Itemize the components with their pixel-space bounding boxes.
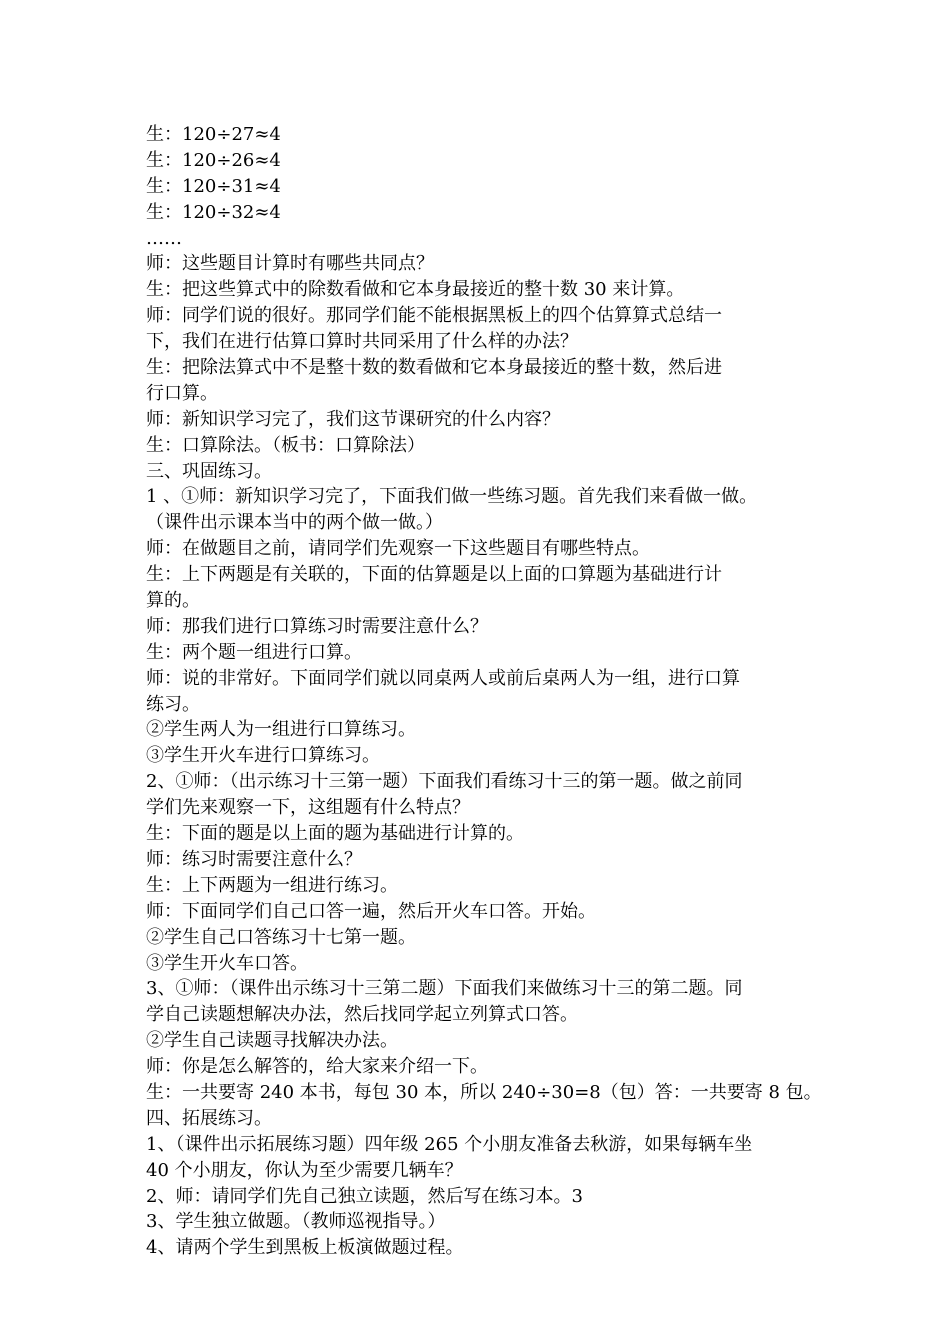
text-line: …… bbox=[146, 227, 182, 249]
text-line: 算的。 bbox=[146, 590, 200, 612]
text-line: 生：口算除法。（板书：口算除法） bbox=[146, 434, 425, 456]
text-line: 3、学生独立做题。（教师巡视指导。） bbox=[146, 1211, 446, 1233]
text-line: 生：120÷26≈4 bbox=[146, 149, 281, 171]
text-line: 生：下面的题是以上面的题为基础进行计算的。 bbox=[146, 823, 524, 845]
text-line: 生：120÷31≈4 bbox=[146, 175, 281, 197]
text-line: 师：新知识学习完了，我们这节课研究的什么内容？ bbox=[146, 408, 560, 430]
text-line: 下，我们在进行估算口算时共同采用了什么样的办法？ bbox=[146, 331, 578, 353]
text-line: 师：下面同学们自己口答一遍，然后开火车口答。开始。 bbox=[146, 900, 596, 922]
text-line: ③学生开火车口答。 bbox=[146, 952, 308, 974]
text-line: 生：一共要寄 240 本书，每包 30 本，所以 240÷30=8（包）答：一共要寄 8 包。 bbox=[146, 1081, 822, 1103]
text-line: 师：那我们进行口算练习时需要注意什么？ bbox=[146, 615, 488, 637]
text-line: ②学生自己读题寻找解决办法。 bbox=[146, 1030, 398, 1052]
text-line: 40 个小朋友，你认为至少需要几辆车？ bbox=[146, 1159, 463, 1181]
text-line: 生：把除法算式中不是整十数的数看做和它本身最接近的整十数，然后进 bbox=[146, 357, 722, 379]
text-line: 2、①师：（出示练习十三第一题）下面我们看练习十三的第一题。做之前同 bbox=[146, 771, 743, 793]
text-line: 1 、①师：新知识学习完了，下面我们做一些练习题。首先我们来看做一做。 bbox=[146, 486, 758, 508]
text-line: 练习。 bbox=[146, 693, 200, 715]
text-line: 1、（课件出示拓展练习题）四年级 265 个小朋友准备去秋游，如果每辆车坐 bbox=[146, 1133, 753, 1155]
text-line: 学自己读题想解决办法，然后找同学起立列算式口答。 bbox=[146, 1004, 578, 1026]
text-line: 三、巩固练习。 bbox=[146, 460, 272, 482]
text-line: 生：上下两题是有关联的，下面的估算题是以上面的口算题为基础进行计 bbox=[146, 564, 722, 586]
text-line: 学们先来观察一下，这组题有什么特点？ bbox=[146, 797, 470, 819]
text-line: 生：120÷27≈4 bbox=[146, 124, 281, 145]
text-line: 师：你是怎么解答的，给大家来介绍一下。 bbox=[146, 1056, 488, 1078]
text-line: 师：练习时需要注意什么？ bbox=[146, 848, 362, 870]
text-line: 师：在做题目之前，请同学们先观察一下这些题目有哪些特点。 bbox=[146, 538, 650, 560]
text-line: 生：120÷32≈4 bbox=[146, 201, 281, 223]
text-line: 3、①师：（课件出示练习十三第二题）下面我们来做练习十三的第二题。同 bbox=[146, 978, 743, 1000]
text-line: 行口算。 bbox=[146, 382, 218, 404]
text-line: 生：上下两题为一组进行练习。 bbox=[146, 874, 398, 896]
text-line: 师：说的非常好。下面同学们就以同桌两人或前后桌两人为一组，进行口算 bbox=[146, 667, 740, 689]
text-line: ③学生开火车进行口算练习。 bbox=[146, 745, 380, 767]
text-line: （课件出示课本当中的两个做一做。） bbox=[146, 512, 443, 534]
text-line: 4、请两个学生到黑板上板演做题过程。 bbox=[146, 1237, 464, 1259]
text-line: 生：两个题一组进行口算。 bbox=[146, 641, 362, 663]
text-line: 四、拓展练习。 bbox=[146, 1107, 272, 1129]
text-line: 师：这些题目计算时有哪些共同点？ bbox=[146, 253, 434, 275]
text-line: 生：把这些算式中的除数看做和它本身最接近的整十数 30 来计算。 bbox=[146, 279, 685, 301]
text-line: 师：同学们说的很好。那同学们能不能根据黑板上的四个估算算式总结一 bbox=[146, 305, 722, 327]
text-line: ②学生两人为一组进行口算练习。 bbox=[146, 719, 416, 741]
text-line: ②学生自己口答练习十七第一题。 bbox=[146, 926, 416, 948]
text-line: 2、师：请同学们先自己独立读题，然后写在练习本。3 bbox=[146, 1185, 583, 1207]
document-body bbox=[146, 122, 822, 1261]
